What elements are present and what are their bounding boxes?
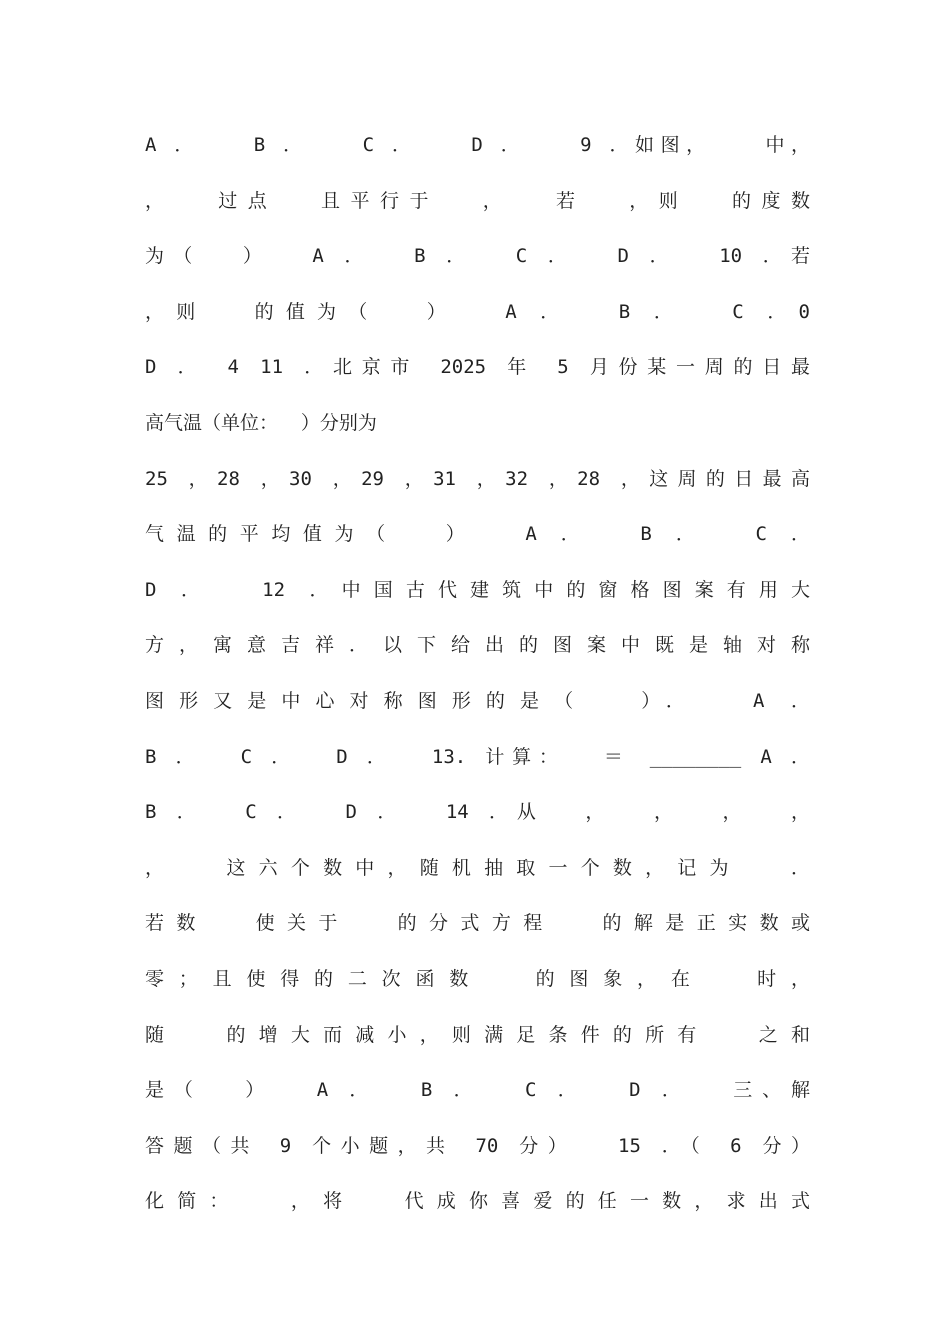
text-line-7: 25 ，28 ，30 ，29 ，31 ，32 ，28 ，这周的日最高 <box>145 467 810 490</box>
text-line-18: 是（ ） A ． B ． C ． D ． 三、解 <box>145 1079 810 1102</box>
text-line-6: 高气温（单位： ）分别为 <box>145 411 377 434</box>
text-line-13: B ． C ． D ． 14 ．从 ， ， ， ， <box>145 801 810 824</box>
text-line-11: 图形又是中心对称图形的是（ ）． A ． <box>145 689 810 712</box>
text-line-8: 气温的平均值为（ ） A ． B ． C ． <box>145 523 810 546</box>
text-line-5: D ． 4 11 ．北京市 2025 年 5 月份某一周的日最 <box>145 356 810 379</box>
text-line-12: B ． C ． D ． 13. 计算： ＝ ________ A ． <box>145 745 810 768</box>
text-line-19: 答题（共 9 个小题，共 70 分） 15 ．（ 6 分） <box>145 1134 810 1157</box>
text-line-10: 方，寓意吉祥．以下给出的图案中既是轴对称 <box>145 634 810 657</box>
text-line-2: ， 过点 且平行于 ， 若 ，则 的度数 <box>145 189 810 212</box>
text-line-17: 随 的增大而减小，则满足条件的所有 之和 <box>145 1023 810 1046</box>
text-line-9: D ． 12 ．中国古代建筑中的窗格图案有用大 <box>145 578 810 601</box>
text-line-1: A ． B ． C ． D ． 9 ．如图， 中， <box>145 134 810 156</box>
text-line-4: ，则 的值为（ ） A ． B ． C ．0 <box>145 300 810 323</box>
question-text-block <box>145 125 810 1237</box>
text-line-3: 为（ ） A ． B ． C ． D ． 10 ．若 <box>145 245 810 268</box>
text-line-20: 化简： ，将 代成你喜爱的任一数，求出式 <box>145 1190 810 1213</box>
text-line-15: 若数 使关于 的分式方程 的解是正实数或 <box>145 912 810 935</box>
text-line-14: ， 这六个数中，随机抽取一个数，记为 ． <box>145 856 810 879</box>
text-line-16: 零；且使得的二次函数 的图象，在 时， <box>145 967 810 990</box>
